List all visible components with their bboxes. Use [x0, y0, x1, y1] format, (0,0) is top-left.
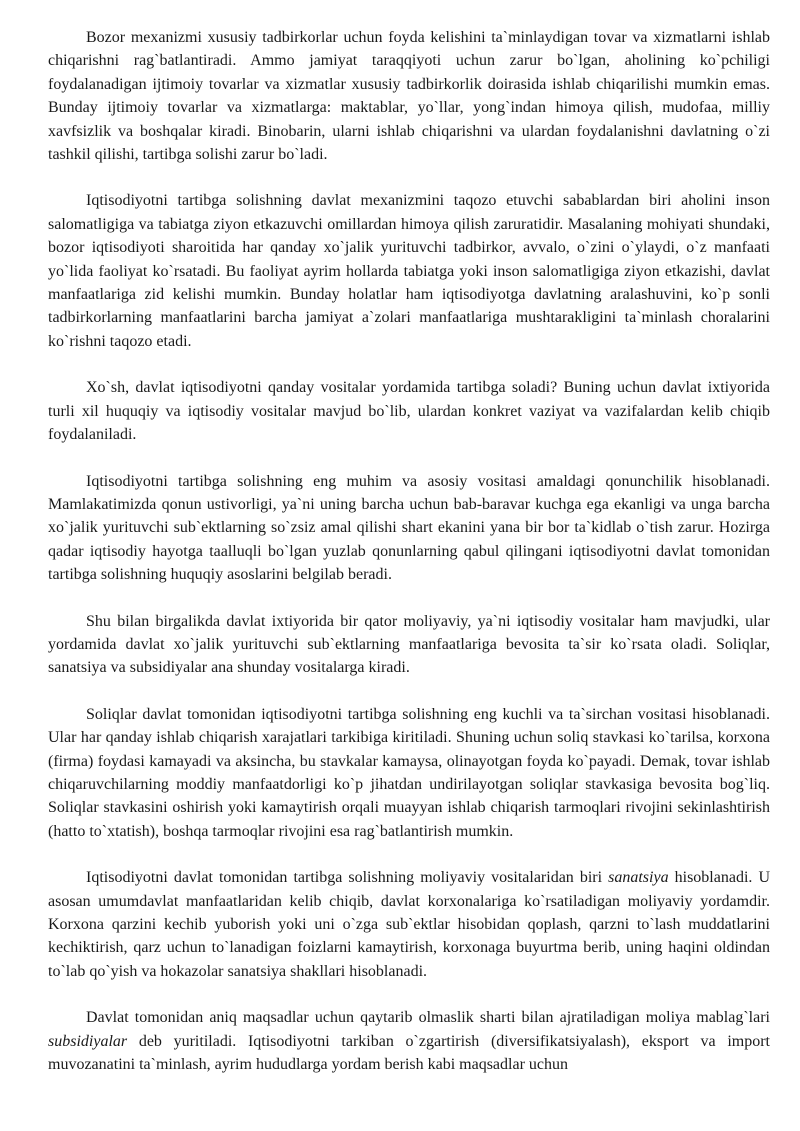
sanatsiya-text-before: Iqtisodiyotni davlat tomonidan tartibga solishning moliyaviy vositalaridan biri	[86, 869, 609, 887]
subsidiya-text-before: Davlat tomonidan aniq maqsadlar uchun qaytarib olmaslik sharti bilan ajratiladigan moliya mablag`lari	[86, 1009, 770, 1027]
subsidiya-term: subsidiyalar	[48, 1032, 128, 1050]
paragraph-sanatsiya	[48, 866, 770, 983]
paragraph-qonunchilik: Iqtisodiyotni tartibga solishning eng muhim va asosiy vositasi amaldagi qonunchilik hisoblanadi. Mamlakatimizda qonun ustivorligi, ya`ni uning barcha uchun bab-baravar kuchga ega ekanligi va unga barcha xo`jalik yurituvchi sub`ektlarning so`zsiz amal qilishi shart ekanini yana bir bor ta`kidlab o`tish zarur. Hozirga qadar iqtisodiy hayotga taalluqli bo`lgan yuzlab qonunlarning qabul qilingani iqtisodiyotni davlat tomonidan tartibga solishning huquqiy asoslarini belgilab beradi.	[48, 472, 770, 584]
paragraph-vositalar-savoli: Xo`sh, davlat iqtisodiyotni qanday vositalar yordamida tartibga soladi? Buning uchun davlat ixtiyorida turli xil huquqiy va iqtisodiy vositalar mavjud bo`lib, ulardan konkret vaziyat va vazifalardan kelib chiqib foydalaniladi.	[48, 379, 770, 444]
paragraph-soliqlar: Soliqlar davlat tomonidan iqtisodiyotni tartibga solishning eng kuchli va ta`sirchan vositasi hisoblanadi. Ular har qanday ishlab chiqarish xarajatlari tarkibiga kiritiladi. Shuning uchun soliq stavkasi ko`tarilsa, korxona (firma) foydasi kamayadi va aksincha, bu stavkalar kamaysa, olinayotgan foyda ko`payadi. Demak, tovar ishlab chiqaruvchilarning moddiy manfaatdorligi ko`p jihatdan undirilayotgan soliqlar stavkasiga bevosita bog`liq. Soliqlar stavkasini oshirish yoki kamaytirish orqali muayyan ishlab chiqarish tarmoqlari rivojini sekinlashtirish (hatto to`xtatish), boshqa tarmoqlar rivojini esa rag`batlantirish mumkin.	[48, 705, 770, 840]
paragraph-moliyaviy-vositalar: Shu bilan birgalikda davlat ixtiyorida bir qator moliyaviy, ya`ni iqtisodiy vositalar ham mavjudki, ular yordamida davlat xo`jalik yurituvchi sub`ektlarning manfaatlariga bevosita ta`sir ko`rsata oladi. Soliqlar, sanatsiya va subsidiyalar ana shunday vositalarga kiradi.	[48, 612, 770, 677]
paragraph-davlat-mexanizmi: Iqtisodiyotni tartibga solishning davlat mexanizmini taqozo etuvchi sabablardan biri aholini inson salomatligiga va tabiatga ziyon etkazuvchi omillardan himoya qilish zaruratidir. Masalaning mohiyati shundaki, bozor iqtisodiyoti sharoitida har qanday xo`jalik yurituvchi tadbirkor, avvalo, o`zini o`ylaydi, o`z manfaati yo`lida faoliyat ko`rsatadi. Bu faoliyat ayrim hollarda tabiatga yoki inson salomatligiga ziyon etkazishi, davlat manfaatlariga zid kelishi mumkin. Bunday holatlar ham iqtisodiyotga davlatning aralashuvini, ko`p sonli tadbirkorlarning manfaatlarini barcha jamiyat a`zolari manfaatlariga mushtarakligini ta`minlash choralarini ko`rishni taqozo etadi.	[48, 192, 770, 350]
document-page	[48, 26, 770, 1076]
paragraph-bozor-mexanizmi: Bozor mexanizmi xususiy tadbirkorlar uchun foyda kelishini ta`minlaydigan tovar va xizmatlarni ishlab chiqarishni rag`batlantiradi. Ammo jamiyat taraqqiyoti uchun zarur bo`lgan, aholining ko`pchiligi foydalanadigan ijtimoiy tovarlar va xizmatlar xususiy tadbirkorlik doirasida ishlab chiqarilishi mumkin emas. Bunday ijtimoiy tovarlar va xizmatlarga: maktablar, yo`llar, yong`indan himoya qilish, mudofaa, milliy xavfsizlik va boshqalar kiradi. Binobarin, ularni ishlab chiqarishni va ulardan foydalanishni davlatning o`zi tashkil qilishi, tartibga solishi zarur bo`ladi.	[48, 29, 770, 164]
sanatsiya-text-after: hisoblanadi. U asosan umumdavlat manfaatlaridan kelib chiqib, davlat korxonalariga ko`rsatiladigan moliyaviy yordamdir. Korxona qarzini kechib yuborish yoki uni o`zga sub`ektlar hisobidan qoplash, qarzni to`lash muddatlarini kechiktirish, qarz uchun to`lanadigan foizlarni kamaytirish, korxonaga buyurtma berib, uning haqini oldindan to`lab qo`yish va hokazolar sanatsiya shakllari hisoblanadi.	[48, 869, 770, 980]
sanatsiya-term: sanatsiya	[608, 869, 669, 887]
paragraph-subsidiyalar	[48, 1006, 770, 1076]
subsidiya-text-after: deb yuritiladi. Iqtisodiyotni tarkiban o`zgartirish (diversifikatsiyalash), eksport va import muvozanatini ta`minlash, ayrim hududlarga yordam berish kabi maqsadlar uchun	[48, 1032, 770, 1074]
